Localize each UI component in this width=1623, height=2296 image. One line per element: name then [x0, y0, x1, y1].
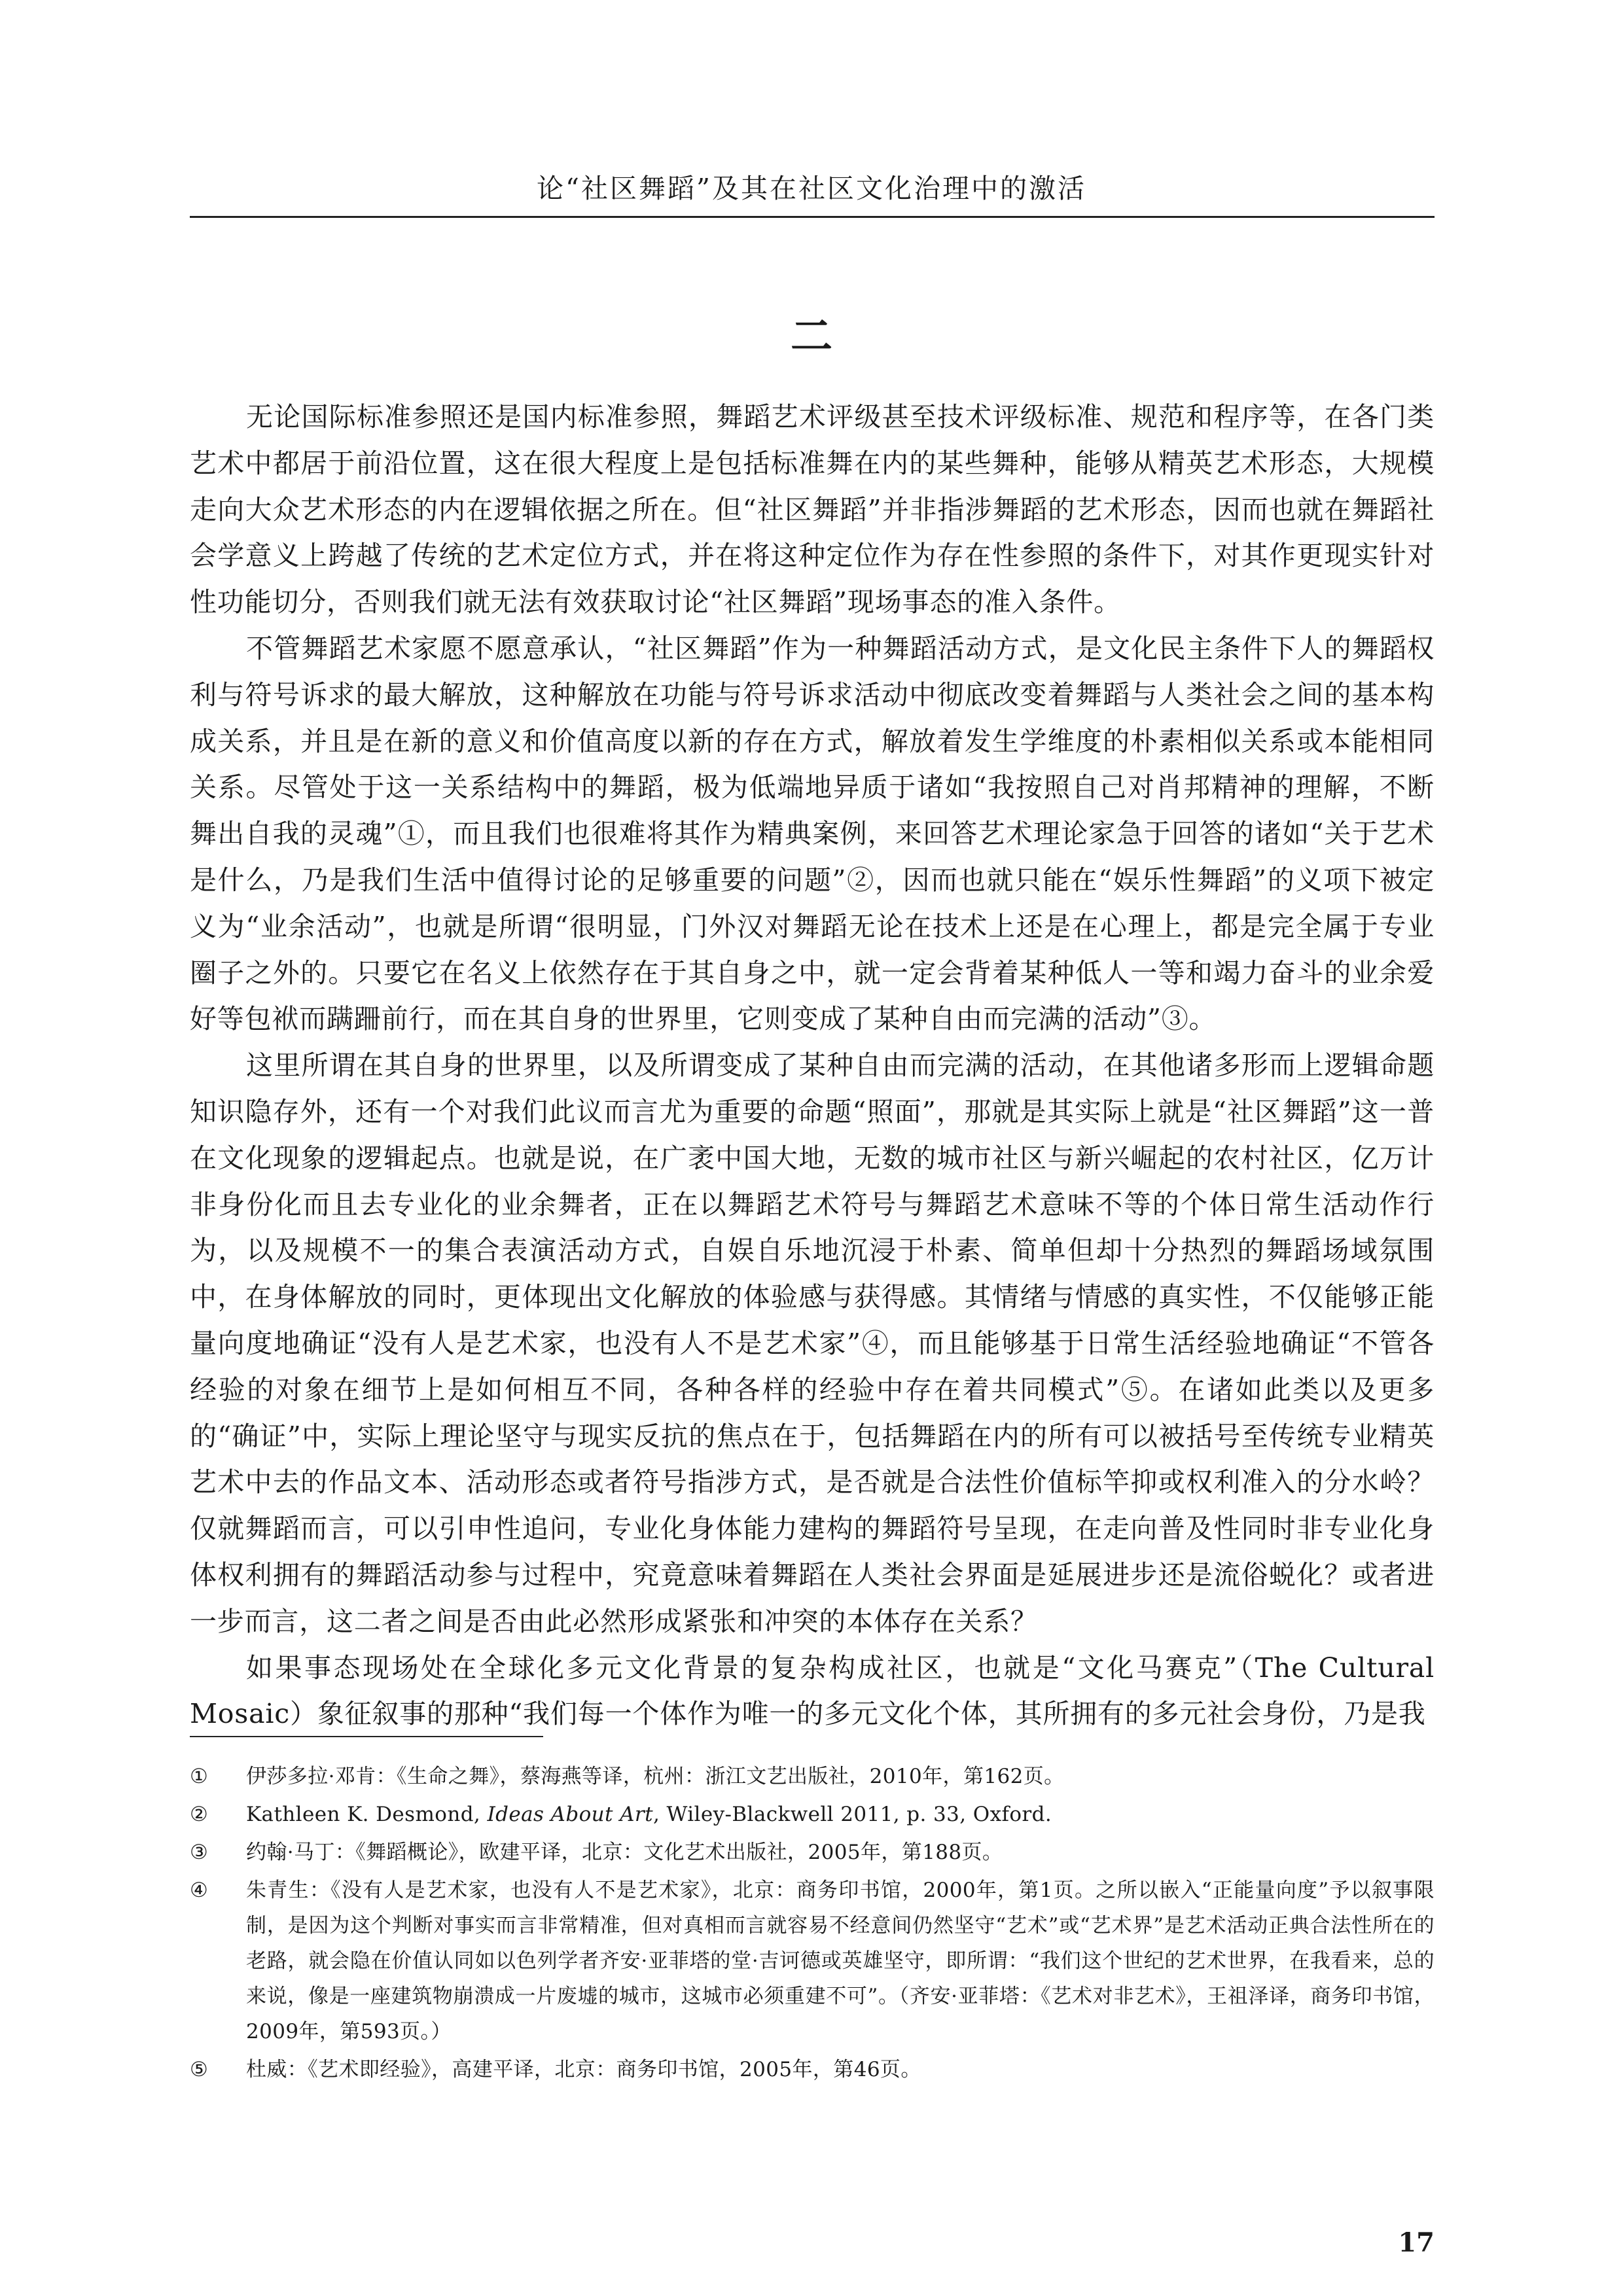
paragraph: 这里所谓在其自身的世界里，以及所谓变成了某种自由而完满的活动，在其他诸多形而上逻辑命题知识隐存外，还有一个对我们此议而言尤为重要的命题“照面”，那就是其实际上就是“社区舞蹈”这一普在文化现象的逻辑起点。也就是说，在广袤中国大地，无数的城市社区与新兴崛起的农村社区，亿万计非身份化而且去专业化的业余舞者，正在以舞蹈艺术符号与舞蹈艺术意味不等的个体日常生活动作行为，以及规模不一的集合表演活动方式，自娱自乐地沉浸于朴素、简单但却十分热烈的舞蹈场域氛围中，在身体解放的同时，更体现出文化解放的体验感与获得感。其情绪与情感的真实性，不仅能够正能量向度地确证“没有人是艺术家，也没有人不是艺术家”④，而且能够基于日常生活经验地确证“不管各经验的对象在细节上是如何相互不同，各种各样的经验中存在着共同模式”⑤。在诸如此类以及更多的“确证”中，实际上理论坚守与现实反抗的焦点在于，包括舞蹈在内的所有可以被括号至传统专业精英艺术中去的作品文本、活动形态或者符号指涉方式，是否就是合法性价值标竿抑或权利准入的分水岭？仅就舞蹈而言，可以引申性追问，专业化身体能力建构的舞蹈符号呈现，在走向普及性同时非专业化身体权利拥有的舞蹈活动参与过程中，究竟意味着舞蹈在人类社会界面是延展进步还是流俗蜕化？或者进一步而言，这二者之间是否由此必然形成紧张和冲突的本体存在关系？ [190, 1050, 1435, 1637]
footnote-mark: ② [190, 1803, 209, 1826]
paragraph: 无论国际标准参照还是国内标准参照，舞蹈艺术评级甚至技术评级标准、规范和程序等，在各门类艺术中都居于前沿位置，这在很大程度上是包括标准舞在内的某些舞种，能够从精英艺术形态，大规模走向大众艺术形态的内在逻辑依据之所在。但“社区舞蹈”并非指涉舞蹈的艺术形态，因而也就在舞蹈社会学意义上跨越了传统的艺术定位方式，并在将这种定位作为存在性参照的条件下，对其作更现实针对性功能切分，否则我们就无法有效获取讨论“社区舞蹈”现场事态的准入条件。 [190, 401, 1435, 618]
section-number: 二 [791, 312, 832, 361]
footnote-author: Kathleen K. Desmond, [246, 1803, 488, 1826]
paragraph: 如果事态现场处在全球化多元文化背景的复杂构成社区，也就是“文化马赛克”（The Cultural Mosaic）象征叙事的那种“我们每一个体作为唯一的多元文化个体，其所拥有的多元社会身份，乃是我 [190, 1651, 1435, 1730]
footnote [190, 1797, 1435, 1832]
header-rule [190, 216, 1435, 218]
footnotes [190, 1759, 1435, 2090]
footnote [190, 2052, 1435, 2087]
footnote [190, 1759, 1435, 1794]
footnote-publisher: , Wiley-Blackwell 2011, p. 33, Oxford. [652, 1803, 1052, 1826]
footnote-text: 朱青生：《没有人是艺术家，也没有人不是艺术家》，北京：商务印书馆，2000年，第1页。之所以嵌入“正能量向度”予以叙事限制，是因为这个判断对事实而言非常精准，但对真相而言就容易不经意间仍然坚守“艺术”或“艺术界”是艺术活动正典合法性所在的老路，就会隐在价值认同如以色列学者齐安·亚菲塔的堂·吉诃德或英雄坚守，即所谓：“我们这个世纪的艺术世界，在我看来，总的来说，像是一座建筑物崩溃成一片废墟的城市，这城市必须重建不可”。（齐安·亚菲塔：《艺术对非艺术》，王祖泽译，商务印书馆，2009年，第593页。） [246, 1879, 1435, 2043]
footnote [190, 1835, 1435, 1870]
paragraph: 不管舞蹈艺术家愿不愿意承认，“社区舞蹈”作为一种舞蹈活动方式，是文化民主条件下人的舞蹈权利与符号诉求的最大解放，这种解放在功能与符号诉求活动中彻底改变着舞蹈与人类社会之间的基本构成关系，并且是在新的意义和价值高度以新的存在方式，解放着发生学维度的朴素相似关系或本能相同关系。尽管处于这一关系结构中的舞蹈，极为低端地异质于诸如“我按照自己对肖邦精神的理解，不断舞出自我的灵魂”①，而且我们也很难将其作为精典案例，来回答艺术理论家急于回答的诸如“关于艺术是什么，乃是我们生活中值得讨论的足够重要的问题”②，因而也就只能在“娱乐性舞蹈”的义项下被定义为“业余活动”，也就是所谓“很明显，门外汉对舞蹈无论在技术上还是在心理上，都是完全属于专业圈子之外的。只要它在名义上依然存在于其自身之中，就一定会背着某种低人一等和竭力奋斗的业余爱好等包袱而蹒跚前行，而在其自身的世界里，它则变成了某种自由而完满的活动”③。 [190, 632, 1435, 1035]
footnote-mark: ④ [190, 1879, 209, 1902]
footnote-text [246, 1803, 1052, 1826]
running-head: 论“社区舞蹈”及其在社区文化治理中的激活 [537, 173, 1086, 204]
footnote-text: 伊莎多拉·邓肯：《生命之舞》，蔡海燕等译，杭州：浙江文艺出版社，2010年，第162页。 [246, 1765, 1065, 1788]
footnote-book-title: Ideas About Art [487, 1803, 653, 1826]
footnote-text: 约翰·马丁：《舞蹈概论》，欧建平译，北京：文化艺术出版社，2005年，第188页。 [246, 1841, 1003, 1864]
footnote-mark: ③ [190, 1841, 209, 1864]
footnote-mark: ① [190, 1765, 209, 1788]
footnote-text: 杜威：《艺术即经验》，高建平译，北京：商务印书馆，2005年，第46页。 [246, 2058, 921, 2081]
footnote-rule [190, 1736, 543, 1737]
footnote [190, 1873, 1435, 2049]
page-number: 17 [1398, 2227, 1435, 2258]
footnote-mark: ⑤ [190, 2058, 209, 2081]
body-text [190, 394, 1435, 1737]
